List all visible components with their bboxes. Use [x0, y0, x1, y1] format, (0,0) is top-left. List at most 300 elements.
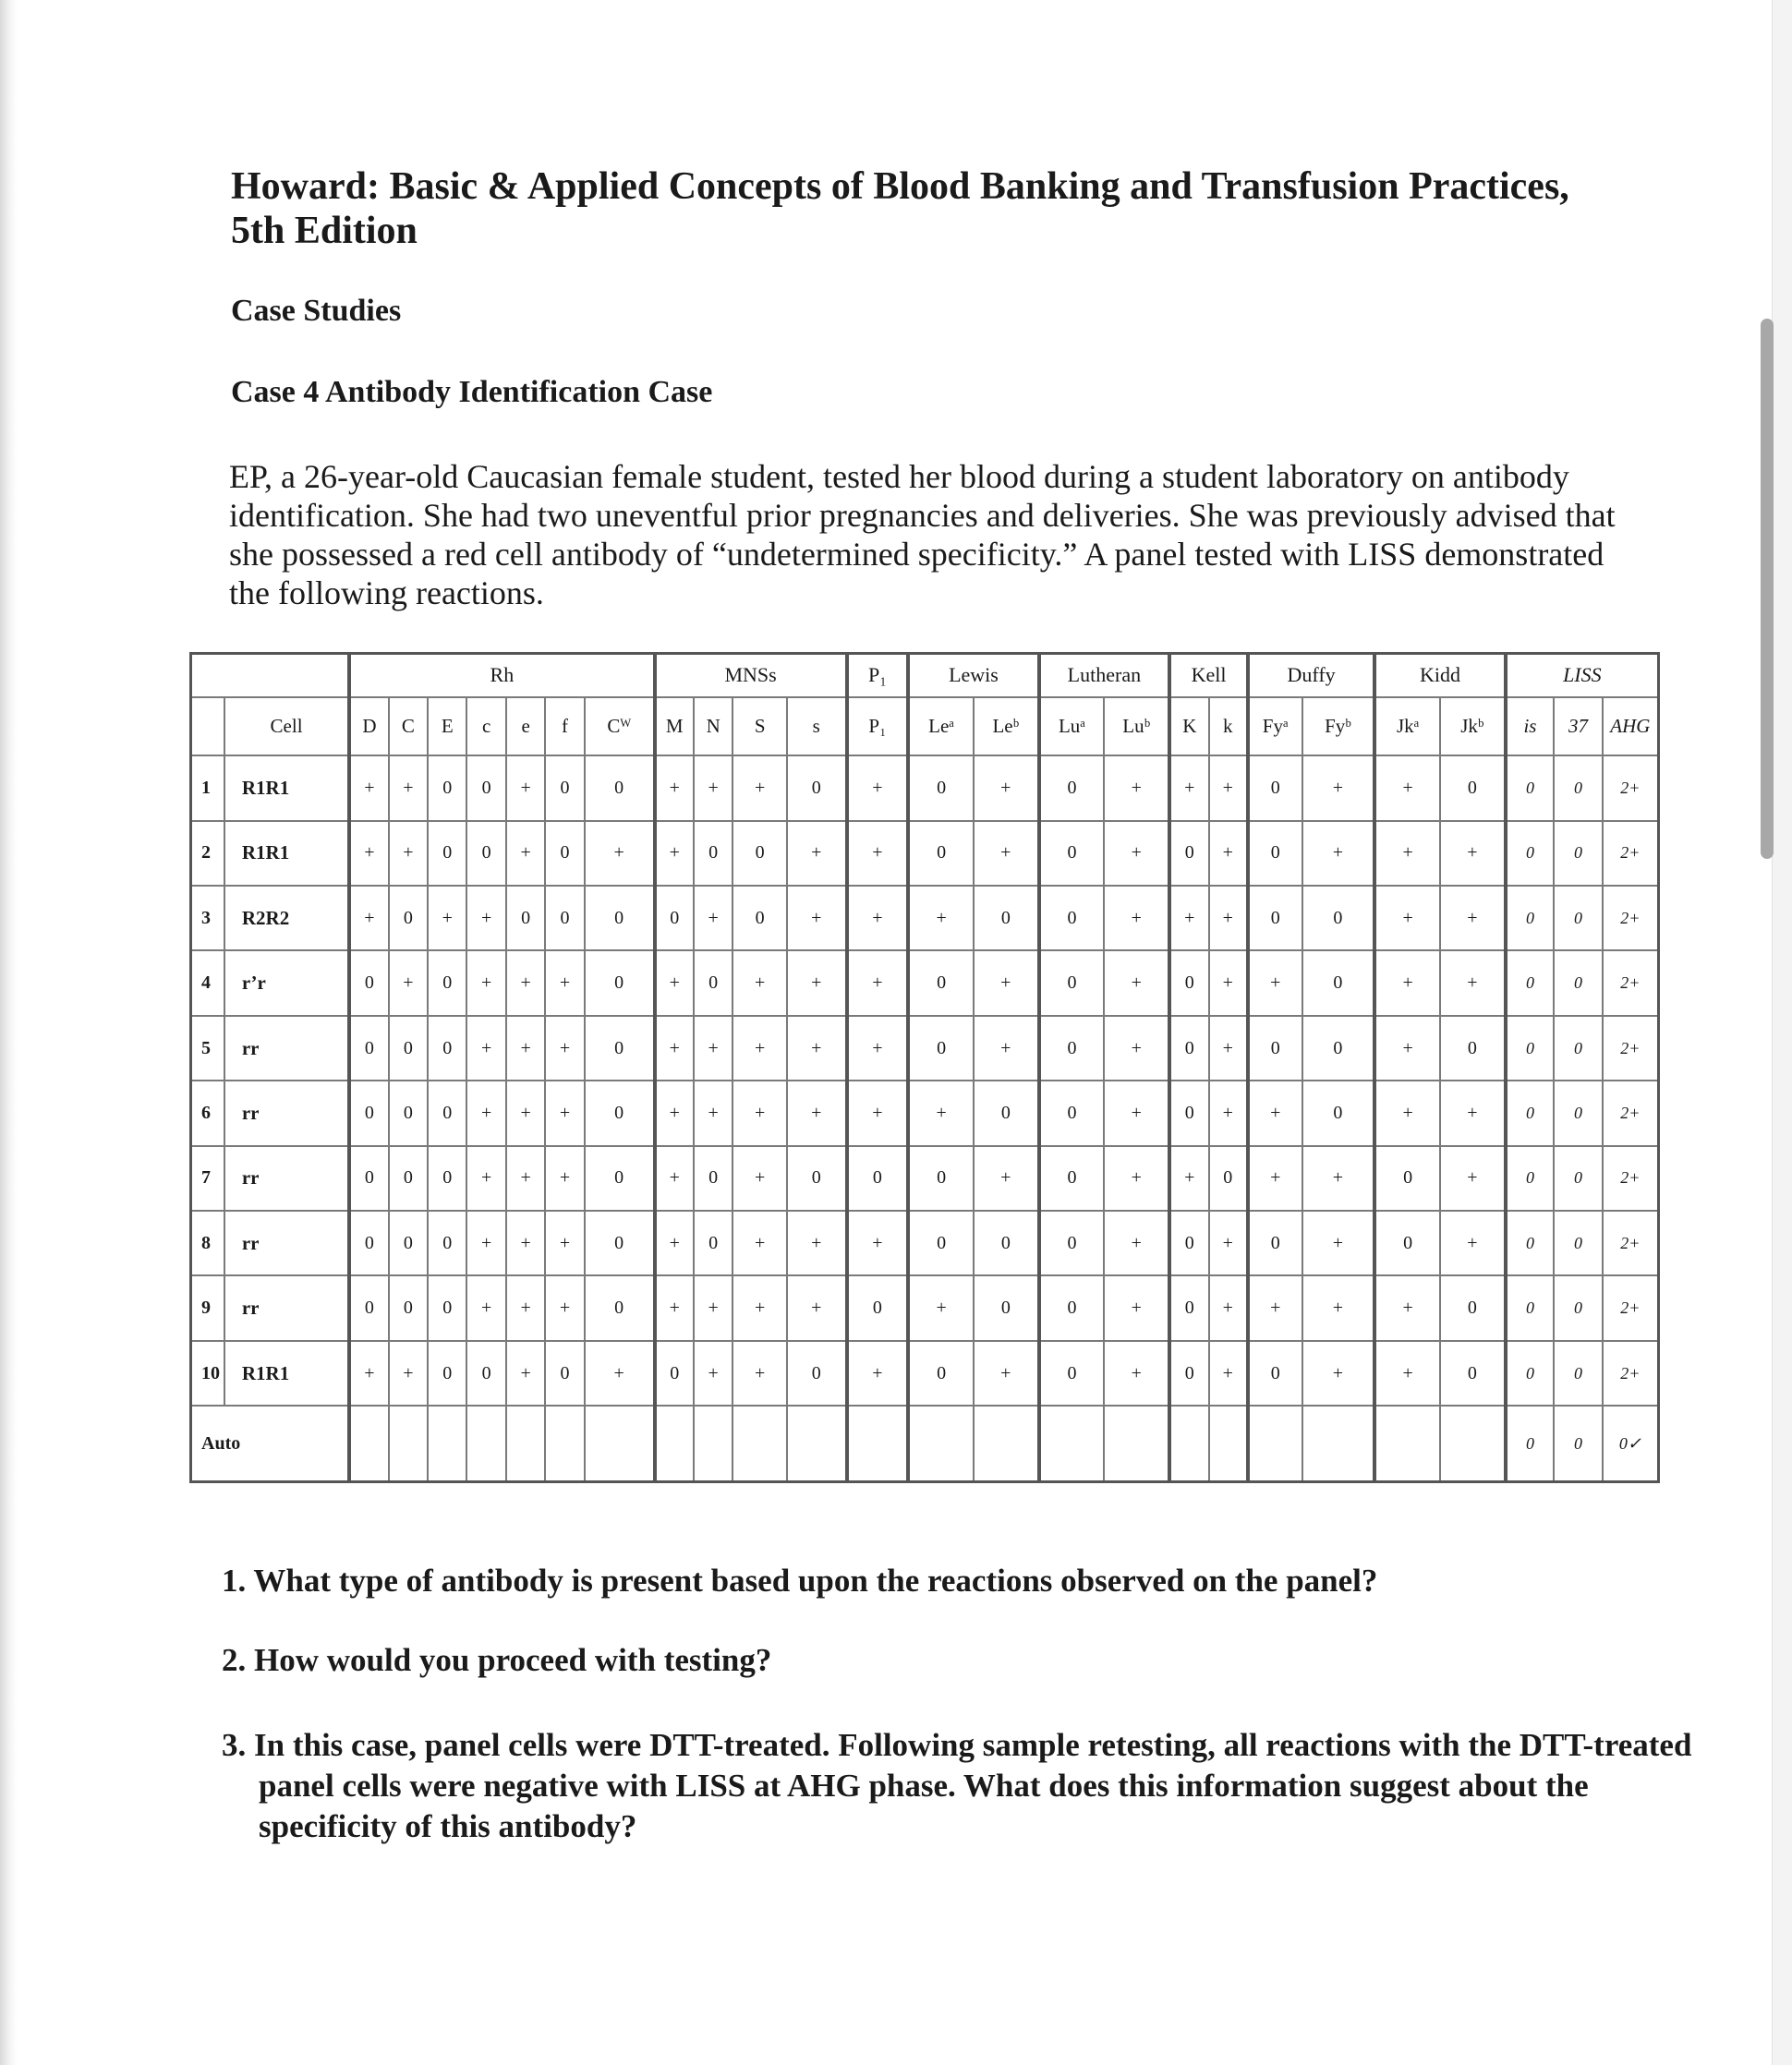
antigen-reaction: 0	[1039, 1211, 1105, 1275]
antigen-reaction: 0	[787, 1146, 847, 1211]
liss-reaction: 0	[1554, 1081, 1603, 1145]
antigen-reaction: +	[655, 1275, 694, 1340]
antigen-header: Cᵂ	[585, 697, 655, 755]
antigen-reaction: 0	[733, 886, 787, 950]
antigen-reaction: +	[466, 886, 505, 950]
cell-phenotype: R1R1	[224, 1341, 349, 1406]
panel-auto-row	[191, 1406, 1659, 1481]
antigen-reaction: 0	[847, 1275, 909, 1340]
antigen-reaction: +	[349, 1341, 388, 1406]
antigen-reaction: +	[787, 1081, 847, 1145]
antigen-reaction: +	[1169, 886, 1208, 950]
antigen-reaction: +	[787, 1275, 847, 1340]
cell-phenotype: rr	[224, 1211, 349, 1275]
cell-phenotype: r’r	[224, 950, 349, 1015]
auto-empty-cell	[694, 1406, 733, 1481]
antigen-reaction: 0	[1440, 1341, 1506, 1406]
antigen-reaction: +	[655, 1016, 694, 1081]
antigen-reaction: +	[694, 755, 733, 820]
antigen-reaction: 0	[908, 1146, 974, 1211]
auto-empty-cell	[389, 1406, 428, 1481]
antigen-reaction: 0	[974, 886, 1039, 950]
antigen-reaction: 0	[733, 821, 787, 886]
antigen-reaction: +	[1104, 950, 1169, 1015]
auto-empty-cell	[1440, 1406, 1506, 1481]
antigen-reaction: +	[1248, 1081, 1302, 1145]
antigen-reaction: +	[585, 821, 655, 886]
antigen-reaction: 0	[1169, 1016, 1208, 1081]
antigen-reaction: 0	[585, 1016, 655, 1081]
antigen-reaction: +	[1374, 755, 1440, 820]
antigen-reaction: +	[974, 1016, 1039, 1081]
antigen-reaction: +	[1440, 821, 1506, 886]
liss-reaction: 2+	[1603, 1275, 1659, 1340]
antigen-header: Leᵇ	[974, 697, 1039, 755]
antigen-reaction: +	[1374, 1275, 1440, 1340]
liss-reaction: 0	[1554, 1275, 1603, 1340]
panel-antigen-header-row	[191, 697, 1659, 755]
antigen-reaction: +	[1302, 1275, 1375, 1340]
antigen-reaction: 0	[389, 1146, 428, 1211]
antigen-reaction: +	[733, 1081, 787, 1145]
antigen-header: Jkᵃ	[1374, 697, 1440, 755]
antigen-reaction: +	[545, 1146, 584, 1211]
antigen-header: D	[349, 697, 388, 755]
antigen-reaction: +	[847, 1016, 909, 1081]
antigen-reaction: +	[655, 1146, 694, 1211]
antigen-reaction: 0	[466, 1341, 505, 1406]
antigen-reaction: +	[1440, 1081, 1506, 1145]
antigen-reaction: +	[787, 886, 847, 950]
antigen-reaction: +	[1169, 1146, 1208, 1211]
group-header-duffy: Duffy	[1248, 654, 1374, 697]
antigen-reaction: 0	[428, 950, 466, 1015]
antigen-reaction: +	[466, 1275, 505, 1340]
liss-reaction: 2+	[1603, 950, 1659, 1015]
antigen-reaction: 0	[1374, 1146, 1440, 1211]
antigen-reaction: +	[506, 1081, 545, 1145]
cell-phenotype: R1R1	[224, 755, 349, 820]
group-header-rh: Rh	[349, 654, 654, 697]
antigen-reaction: 0	[655, 886, 694, 950]
antigen-reaction: +	[1302, 821, 1375, 886]
antigen-reaction: +	[655, 950, 694, 1015]
antigen-header: M	[655, 697, 694, 755]
antigen-reaction: 0	[1169, 950, 1208, 1015]
question-3: 3. In this case, panel cells were DTT-treated. Following sample retesting, all reactions with the DTT-treated panel cells were negative with LISS at AHG phase. What does this information suggest about the specificity of this antibody?	[222, 1727, 1692, 1844]
antigen-reaction: 0	[466, 821, 505, 886]
liss-reaction: 0	[1554, 755, 1603, 820]
section-heading: Case Studies	[231, 294, 402, 328]
antigen-reaction: +	[585, 1341, 655, 1406]
antigen-reaction: 0	[349, 950, 388, 1015]
liss-reaction: 2+	[1603, 1081, 1659, 1145]
antigen-header: Luᵇ	[1104, 697, 1169, 755]
antigen-reaction: 0	[1039, 886, 1105, 950]
antigen-reaction: +	[1302, 755, 1375, 820]
antigen-reaction: 0	[1302, 950, 1375, 1015]
antigen-reaction: +	[389, 821, 428, 886]
liss-reaction: 2+	[1603, 821, 1659, 886]
auto-empty-cell	[847, 1406, 909, 1481]
auto-empty-cell	[1104, 1406, 1169, 1481]
antigen-header: P₁	[847, 697, 909, 755]
antigen-reaction: 0	[787, 1341, 847, 1406]
document-title	[231, 164, 1672, 253]
cell-column-header: Cell	[224, 697, 349, 755]
cell-phenotype: R2R2	[224, 886, 349, 950]
cell-phenotype: rr	[224, 1081, 349, 1145]
antigen-reaction: +	[1248, 1146, 1302, 1211]
antigen-reaction: +	[733, 1146, 787, 1211]
antigen-reaction: 0	[1039, 755, 1105, 820]
antigen-reaction: +	[733, 1341, 787, 1406]
antigen-reaction: +	[349, 821, 388, 886]
antigen-reaction: 0	[1248, 886, 1302, 950]
antigen-reaction: +	[1104, 1275, 1169, 1340]
antigen-reaction: +	[1374, 1016, 1440, 1081]
antigen-reaction: 0	[389, 1211, 428, 1275]
group-header-p-: P₁	[847, 654, 909, 697]
case-heading: Case 4 Antibody Identification Case	[231, 375, 713, 409]
antigen-reaction: 0	[1248, 821, 1302, 886]
auto-empty-cell	[1248, 1406, 1302, 1481]
antigen-reaction: +	[974, 1341, 1039, 1406]
antigen-reaction: 0	[428, 755, 466, 820]
antigen-header: Luᵃ	[1039, 697, 1105, 755]
liss-reaction: 0	[1554, 1146, 1603, 1211]
antigen-header: E	[428, 697, 466, 755]
liss-reaction: 0	[1506, 1146, 1555, 1211]
group-header-lewis: Lewis	[908, 654, 1038, 697]
antigen-reaction: +	[694, 886, 733, 950]
liss-reaction: 0	[1506, 950, 1555, 1015]
antigen-reaction: 0	[1248, 1341, 1302, 1406]
antigen-reaction: 0	[1302, 886, 1375, 950]
antigen-reaction: +	[1374, 886, 1440, 950]
antigen-reaction: +	[545, 1016, 584, 1081]
antigen-reaction: 0	[585, 1275, 655, 1340]
liss-phase-header: is	[1506, 697, 1555, 755]
question-2: 2. How would you proceed with testing?	[222, 1642, 772, 1678]
antigen-reaction: +	[847, 1341, 909, 1406]
title-line-2: 5th Edition	[231, 210, 418, 252]
liss-reaction: 0	[1554, 950, 1603, 1015]
auto-empty-cell	[585, 1406, 655, 1481]
antigen-header: c	[466, 697, 505, 755]
antigen-reaction: 0	[545, 821, 584, 886]
antigen-reaction: +	[1209, 1275, 1248, 1340]
antigen-reaction: +	[1104, 1081, 1169, 1145]
auto-empty-cell	[349, 1406, 388, 1481]
group-header-lutheran: Lutheran	[1039, 654, 1169, 697]
antigen-reaction: 0	[428, 1211, 466, 1275]
antigen-reaction: +	[1209, 1016, 1248, 1081]
page-left-edge	[0, 0, 17, 2065]
antigen-reaction: 0	[585, 1081, 655, 1145]
auto-empty-cell	[466, 1406, 505, 1481]
antigen-reaction: +	[506, 1211, 545, 1275]
antigen-reaction: 0	[694, 1211, 733, 1275]
antigen-reaction: +	[1209, 1081, 1248, 1145]
group-header-liss: LISS	[1506, 654, 1659, 697]
auto-label: Auto	[191, 1406, 350, 1481]
antigen-reaction: +	[733, 755, 787, 820]
auto-liss-reaction: 0	[1506, 1406, 1555, 1481]
antigen-reaction: +	[847, 755, 909, 820]
antigen-reaction: +	[847, 950, 909, 1015]
antigen-reaction: +	[733, 950, 787, 1015]
liss-reaction: 0	[1554, 821, 1603, 886]
liss-reaction: 2+	[1603, 1341, 1659, 1406]
antigen-reaction: +	[1104, 821, 1169, 886]
antigen-reaction: +	[466, 950, 505, 1015]
antigen-reaction: +	[655, 1211, 694, 1275]
scrollbar-thumb[interactable]	[1761, 319, 1774, 859]
liss-reaction: 0	[1506, 886, 1555, 950]
panel-cell-row	[191, 821, 1659, 886]
antigen-header: e	[506, 697, 545, 755]
antigen-reaction: +	[506, 1146, 545, 1211]
antigen-reaction: 0	[1440, 1016, 1506, 1081]
antigen-reaction: 0	[1248, 1211, 1302, 1275]
antigen-header: C	[389, 697, 428, 755]
antigen-reaction: +	[694, 1275, 733, 1340]
antigen-reaction: 0	[1302, 1016, 1375, 1081]
antigen-reaction: 0	[974, 1211, 1039, 1275]
antigen-reaction: 0	[1169, 821, 1208, 886]
group-header-mnss: MNSs	[655, 654, 847, 697]
antigen-reaction: 0	[585, 1146, 655, 1211]
panel-cell-row	[191, 1016, 1659, 1081]
antigen-reaction: +	[1374, 1081, 1440, 1145]
antigen-reaction: +	[655, 821, 694, 886]
antigen-reaction: +	[655, 755, 694, 820]
antigen-reaction: +	[1374, 1341, 1440, 1406]
antigen-reaction: 0	[389, 1081, 428, 1145]
antigen-reaction: 0	[908, 950, 974, 1015]
antigen-reaction: 0	[585, 886, 655, 950]
group-header-kidd: Kidd	[1374, 654, 1505, 697]
panel-cell-row	[191, 886, 1659, 950]
title-line-1: Howard: Basic & Applied Concepts of Blood Banking and Transfusion Practices,	[231, 165, 1569, 208]
antigen-reaction: +	[1104, 1016, 1169, 1081]
liss-reaction: 0	[1506, 1016, 1555, 1081]
antigen-reaction: +	[1374, 950, 1440, 1015]
antigen-reaction: 0	[787, 755, 847, 820]
antigen-reaction: +	[1209, 1211, 1248, 1275]
antigen-reaction: +	[506, 1341, 545, 1406]
antigen-reaction: +	[428, 886, 466, 950]
antigen-reaction: +	[466, 1081, 505, 1145]
antigen-reaction: 0	[974, 1081, 1039, 1145]
antigen-reaction: +	[1248, 1275, 1302, 1340]
auto-liss-reaction: 0	[1554, 1406, 1603, 1481]
cell-phenotype: rr	[224, 1275, 349, 1340]
liss-reaction: 0	[1506, 755, 1555, 820]
auto-empty-cell	[974, 1406, 1039, 1481]
antigen-header: Fyᵇ	[1302, 697, 1375, 755]
header-blank-cell	[191, 697, 224, 755]
antigen-reaction: 0	[585, 755, 655, 820]
antigen-reaction: +	[694, 1081, 733, 1145]
auto-empty-cell	[733, 1406, 787, 1481]
cell-number: 6	[191, 1081, 224, 1145]
antigen-reaction: +	[1104, 755, 1169, 820]
antigen-reaction: 0	[389, 1275, 428, 1340]
scrollbar-track[interactable]	[1772, 0, 1792, 2065]
auto-empty-cell	[1374, 1406, 1440, 1481]
liss-reaction: 0	[1506, 1081, 1555, 1145]
cell-number: 10	[191, 1341, 224, 1406]
antigen-reaction: 0	[349, 1275, 388, 1340]
panel-cell-row	[191, 755, 1659, 820]
antigen-reaction: +	[787, 950, 847, 1015]
antigen-reaction: +	[349, 886, 388, 950]
antigen-reaction: +	[908, 1275, 974, 1340]
antigen-reaction: 0	[428, 1146, 466, 1211]
antigen-reaction: 0	[1302, 1081, 1375, 1145]
antigen-reaction: +	[389, 1341, 428, 1406]
antigen-reaction: +	[1374, 821, 1440, 886]
antigen-header: Leᵃ	[908, 697, 974, 755]
auto-empty-cell	[787, 1406, 847, 1481]
antigen-header: S	[733, 697, 787, 755]
antigen-reaction: +	[1104, 1211, 1169, 1275]
antigen-reaction: 0	[908, 1016, 974, 1081]
antigen-reaction: +	[1248, 950, 1302, 1015]
panel-cell-row	[191, 1275, 1659, 1340]
antigen-reaction: 0	[585, 950, 655, 1015]
antigen-reaction: +	[974, 950, 1039, 1015]
liss-reaction: 0	[1506, 1341, 1555, 1406]
antigen-reaction: 0	[349, 1211, 388, 1275]
antigen-reaction: +	[466, 1146, 505, 1211]
panel-group-header-row	[191, 654, 1659, 697]
panel-cell-row	[191, 950, 1659, 1015]
auto-empty-cell	[545, 1406, 584, 1481]
antigen-reaction: +	[908, 1081, 974, 1145]
antigen-reaction: 0	[1209, 1146, 1248, 1211]
auto-empty-cell	[1209, 1406, 1248, 1481]
antigen-reaction: 0	[1169, 1081, 1208, 1145]
antigen-reaction: +	[974, 755, 1039, 820]
antigen-reaction: 0	[545, 886, 584, 950]
antigen-reaction: 0	[1169, 1211, 1208, 1275]
antigen-reaction: +	[908, 886, 974, 950]
cell-number: 1	[191, 755, 224, 820]
antigen-reaction: +	[694, 1016, 733, 1081]
antigen-reaction: +	[506, 755, 545, 820]
antigen-reaction: +	[1209, 950, 1248, 1015]
antigen-reaction: 0	[389, 886, 428, 950]
case-intro: EP, a 26-year-old Caucasian female student, tested her blood during a student laboratory on antibody identification. She had two uneventful prior pregnancies and deliveries. She was previously advised that she possessed a red cell antibody of “undetermined specificity.” A panel tested with LISS demonstrated the following reactions.	[229, 458, 1616, 611]
antigen-reaction: 0	[847, 1146, 909, 1211]
auto-empty-cell	[1169, 1406, 1208, 1481]
liss-reaction: 2+	[1603, 1016, 1659, 1081]
antigen-reaction: +	[787, 821, 847, 886]
auto-empty-cell	[908, 1406, 974, 1481]
liss-reaction: 2+	[1603, 755, 1659, 820]
antigen-header: N	[694, 697, 733, 755]
cell-number: 5	[191, 1016, 224, 1081]
question-1: 1. What type of antibody is present based upon the reactions observed on the panel?	[222, 1563, 1378, 1599]
liss-reaction: 0	[1554, 1341, 1603, 1406]
antigen-header: f	[545, 697, 584, 755]
liss-reaction: 2+	[1603, 886, 1659, 950]
antigen-reaction: 0	[428, 1341, 466, 1406]
group-header-blank	[191, 654, 350, 697]
liss-reaction: 2+	[1603, 1211, 1659, 1275]
auto-empty-cell	[1039, 1406, 1105, 1481]
antigen-reaction: 0	[1248, 1016, 1302, 1081]
liss-phase-header: 37	[1554, 697, 1603, 755]
antigen-reaction: 0	[1039, 1275, 1105, 1340]
antigen-reaction: 0	[974, 1275, 1039, 1340]
antigen-reaction: +	[545, 1081, 584, 1145]
antigen-reaction: +	[466, 1211, 505, 1275]
liss-reaction: 0	[1554, 886, 1603, 950]
antigen-reaction: 0	[428, 1275, 466, 1340]
antigen-reaction: +	[1104, 1341, 1169, 1406]
antigen-reaction: 0	[545, 1341, 584, 1406]
antigen-reaction: +	[694, 1341, 733, 1406]
antigen-reaction: +	[545, 950, 584, 1015]
antigen-reaction: 0	[694, 821, 733, 886]
cell-number: 3	[191, 886, 224, 950]
antigen-reaction: +	[1302, 1146, 1375, 1211]
liss-reaction: 0	[1506, 1211, 1555, 1275]
antigen-reaction: 0	[1039, 1016, 1105, 1081]
antigen-reaction: 0	[349, 1146, 388, 1211]
antigen-reaction: +	[847, 1081, 909, 1145]
antigen-reaction: +	[1440, 950, 1506, 1015]
antigen-header: Jkᵇ	[1440, 697, 1506, 755]
antigen-reaction: 0	[1169, 1341, 1208, 1406]
antigen-header: Fyᵃ	[1248, 697, 1302, 755]
antigen-reaction: 0	[466, 755, 505, 820]
antigen-reaction: +	[847, 886, 909, 950]
cell-phenotype: rr	[224, 1146, 349, 1211]
antigen-reaction: +	[506, 950, 545, 1015]
antigen-reaction: 0	[1039, 821, 1105, 886]
antigen-reaction: 0	[349, 1081, 388, 1145]
liss-reaction: 0	[1554, 1016, 1603, 1081]
panel-cell-row	[191, 1211, 1659, 1275]
antibody-panel-table	[189, 652, 1660, 1483]
panel-cell-row	[191, 1081, 1659, 1145]
cell-number: 8	[191, 1211, 224, 1275]
antigen-reaction: 0	[428, 1016, 466, 1081]
cell-number: 4	[191, 950, 224, 1015]
antigen-reaction: 0	[908, 755, 974, 820]
cell-phenotype: rr	[224, 1016, 349, 1081]
liss-reaction: 0	[1506, 821, 1555, 886]
antigen-reaction: 0	[1039, 1081, 1105, 1145]
antigen-reaction: 0	[428, 1081, 466, 1145]
antigen-reaction: +	[1302, 1211, 1375, 1275]
antigen-reaction: +	[1209, 1341, 1248, 1406]
antigen-reaction: +	[655, 1081, 694, 1145]
antigen-reaction: 0	[585, 1211, 655, 1275]
auto-empty-cell	[506, 1406, 545, 1481]
auto-empty-cell	[1302, 1406, 1375, 1481]
antigen-header: k	[1209, 697, 1248, 755]
antigen-reaction: 0	[545, 755, 584, 820]
antigen-reaction: +	[787, 1016, 847, 1081]
antigen-reaction: 0	[694, 1146, 733, 1211]
antigen-reaction: 0	[908, 821, 974, 886]
